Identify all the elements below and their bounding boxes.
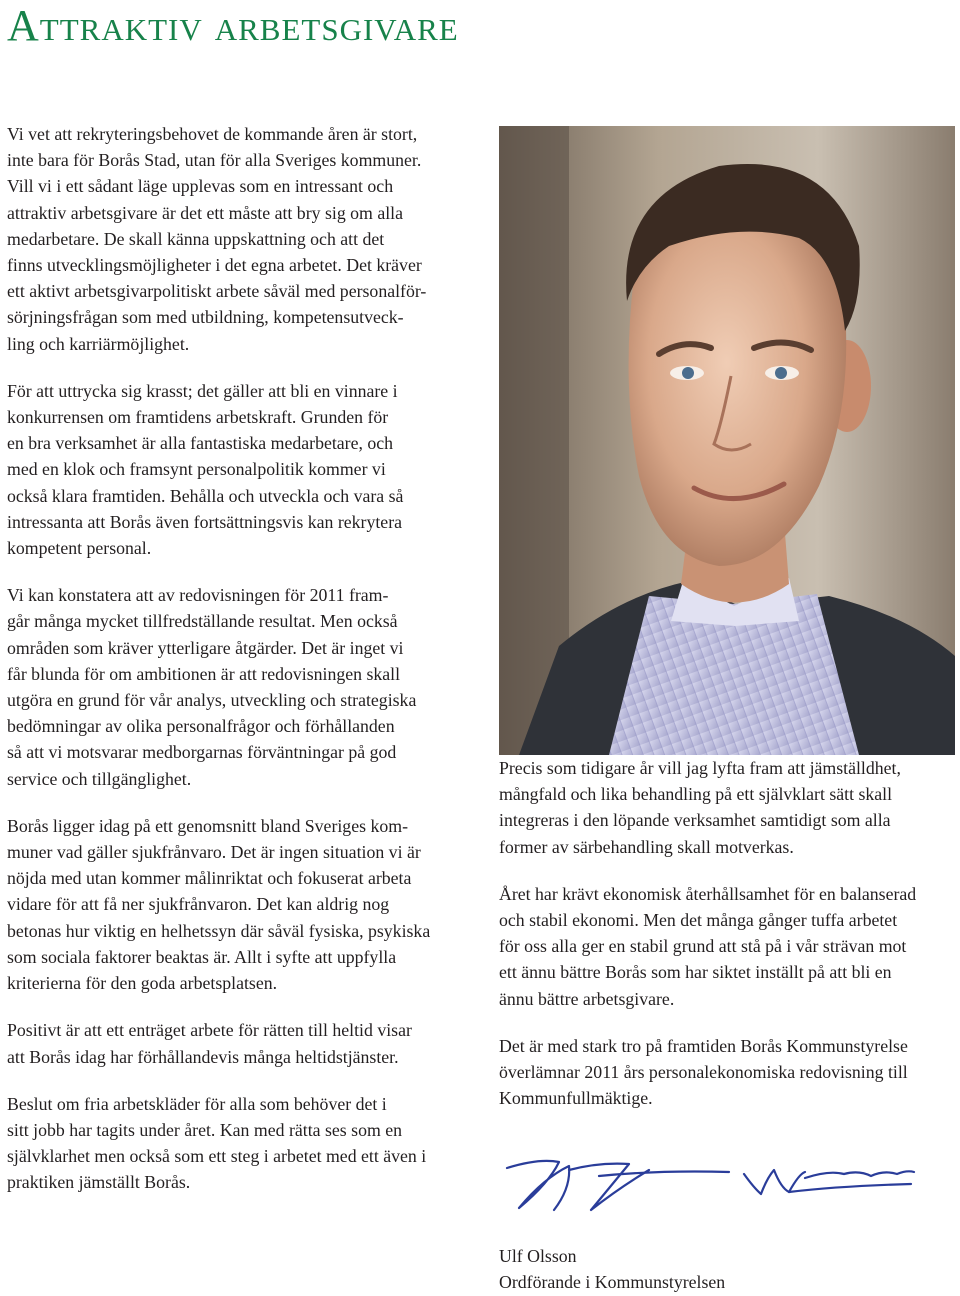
paragraph-report-results: Vi kan konstatera att av redovisningen för 2011 fram- går många mycket tillfredställande resultat. Men också områden som kräver ytterligare åtgärder. Det är inget vi får blunda för om ambitionen är att redovisningen skall utgöra en grund för vår analys, utveckling och strategiska bedömningar av olika personalfrågor och förhållanden så att vi motsvarar medborgarnas förväntningar på god service och tillgänglighet.	[7, 585, 417, 789]
paragraph-equality: Precis som tidigare år vill jag lyfta fram att jämställdhet, mångfald och lika behandling på ett självklart sätt skall integreras i den löpande verksamhet samtidigt som alla former av särbehandling skall motverkas.	[499, 758, 901, 857]
handwritten-signature	[499, 1148, 919, 1220]
paragraph-full-time: Positivt är att ett enträget arbete för rätten till heltid visar att Borås idag har förhållandevis många heltidstjänster.	[7, 1020, 412, 1067]
page-title: Attraktiv arbetsgivare	[7, 1, 459, 50]
paragraph-work-clothes: Beslut om fria arbetskläder för alla som behöver det i sitt jobb har tagits under året. Kan med rätta ses som en självklarhet men också som ett steg i arbetet med ett även i praktiken jämställt Borås.	[7, 1093, 427, 1193]
right-text-column	[499, 755, 955, 1132]
left-text-column	[7, 121, 469, 1217]
portrait-photo	[499, 126, 955, 755]
signer-block	[499, 1243, 955, 1295]
signer-role: Ordförande i Kommunstyrelsen	[499, 1272, 726, 1293]
paragraph-economy: Året har krävt ekonomisk återhållsamhet för en balanserad och stabil ekonomi. Men det många gånger tuffa arbetet för oss alla ger en stabil grund att stå på i vår strävan mot ett ännu bättre Borås som har siktet inställt på att bli en ännu bättre arbetsgivare.	[499, 883, 917, 1009]
paragraph-recruitment: Vi vet att rekryteringsbehovet de kommande åren är stort, inte bara för Borås Stad, utan för alla Sveriges kommuner. Vill vi i ett sådant läge upplevas som en intressant och attraktiv arbetsgivare är det ett måste att bry sig om alla medarbetare. De skall känna uppskattning och att det finns utvecklingsmöjligheter i det egna arbetet. Det kräver ett aktivt arbetsgivarpolitiskt arbete såväl med personalför- sörjningsfrågan som med utbildning, kompetensutveck- ling och karriärmöjlighet.	[7, 124, 427, 354]
paragraph-competition: För att uttrycka sig krasst; det gäller att bli en vinnare i konkurrensen om framtidens arbetskraft. Grunden för en bra verksamhet är alla fantastiska medarbetare, och med en klok och framsynt personalpolitik kommer vi också klara framtiden. Behålla och utveckla och vara så intressanta att Borås även fortsättningsvis kan rekrytera kompetent personal.	[7, 380, 404, 559]
signer-name: Ulf Olsson	[499, 1246, 577, 1266]
paragraph-sick-leave: Borås ligger idag på ett genomsnitt bland Sveriges kom- muner vad gäller sjukfrånvaro. Det är ingen situation vi är nöjda med utan kommer målinriktat och fokuserat arbeta vidare för att få ner sjukfrånvaron. Det kan aldrig nog betonas hur viktig en helhetssyn där såväl fysiska, psykiska som sociala faktorer beaktas är. Allt i syfte att uppfylla kriterierna för den goda arbetsplatsen.	[7, 815, 431, 994]
paragraph-handover: Det är med stark tro på framtiden Borås Kommunstyrelse överlämnar 2011 års personalekonomiska redovisning till Kommunfullmäktige.	[499, 1035, 908, 1109]
